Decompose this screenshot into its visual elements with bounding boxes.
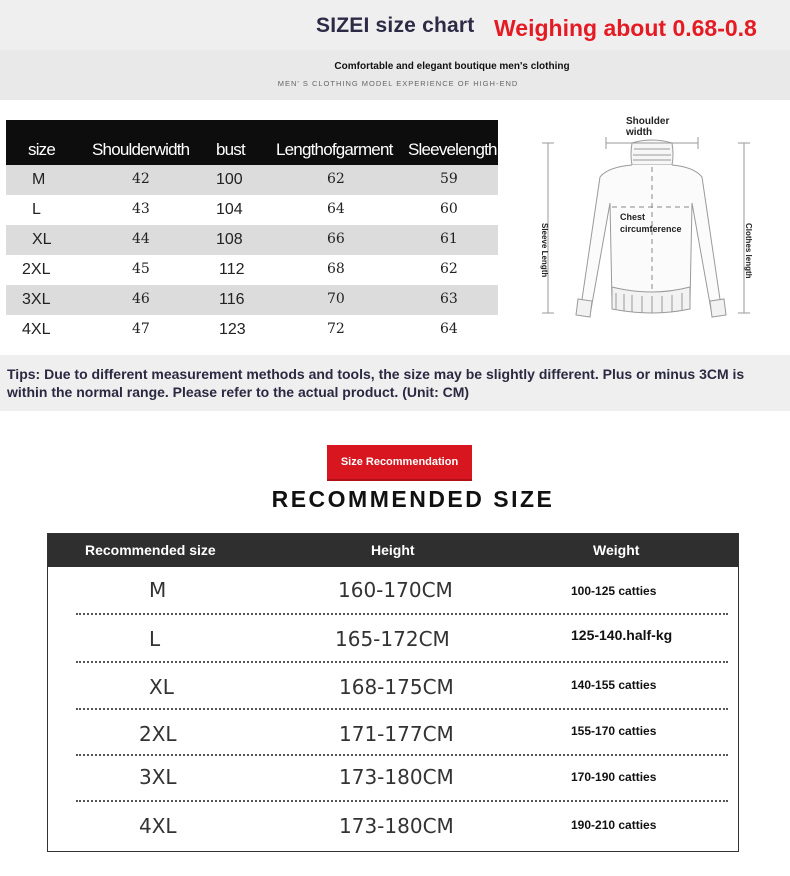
shoulder-label-2: width <box>626 127 653 138</box>
weight-note: Weighing about 0.68-0.8 <box>494 15 757 41</box>
chart-title: SIZEI size chart <box>316 14 475 37</box>
rec-size: M <box>149 578 167 602</box>
size-chart-table <box>6 120 498 345</box>
sleeve-length-label: Sleeve Length <box>540 223 549 278</box>
col-shoulder: Shoulderwidth <box>92 140 190 159</box>
col-bust: bust <box>216 140 245 159</box>
cell-sleeve: 61 <box>440 231 458 247</box>
rec-weight: 140-155 catties <box>571 678 657 692</box>
garment-diagram <box>512 103 782 353</box>
cell-size: M <box>32 171 46 188</box>
cell-bust: 100 <box>216 171 243 188</box>
rec-height: 168-175CM <box>339 675 454 699</box>
rec-size: XL <box>149 675 174 699</box>
rec-size: L <box>149 627 161 651</box>
rec-size: 4XL <box>139 814 177 838</box>
table-row <box>6 195 498 225</box>
table-row <box>6 315 498 345</box>
row-divider <box>76 661 728 663</box>
cell-bust: 116 <box>219 291 245 308</box>
cell-length: 70 <box>327 291 345 307</box>
chest-label-2: circumference <box>620 224 682 234</box>
cell-length: 66 <box>327 231 345 247</box>
cell-shoulder: 43 <box>132 201 150 217</box>
cell-size: 4XL <box>22 321 51 338</box>
table-row <box>6 255 498 285</box>
rec-weight: 190-210 catties <box>571 818 657 832</box>
rec-height: 160-170CM <box>338 578 453 602</box>
rec-height: 173-180CM <box>339 765 454 789</box>
cell-length: 72 <box>327 321 345 337</box>
cell-length: 64 <box>327 201 345 217</box>
cell-sleeve: 59 <box>440 171 458 187</box>
cell-shoulder: 44 <box>132 231 150 247</box>
subtitle-band <box>0 50 790 100</box>
col-size: size <box>28 140 56 159</box>
shoulder-label: Shoulder <box>626 116 670 127</box>
rec-height: 173-180CM <box>339 814 454 838</box>
tips-band <box>0 355 790 411</box>
rec-size: 3XL <box>139 765 177 789</box>
cell-sleeve: 62 <box>440 261 458 277</box>
cell-bust: 112 <box>219 261 245 278</box>
cell-size: XL <box>32 231 52 248</box>
row-divider <box>76 800 728 802</box>
cell-length: 62 <box>327 171 345 187</box>
recommendation-header <box>48 534 738 567</box>
row-divider <box>76 754 728 756</box>
rec-height: 171-177CM <box>339 722 454 746</box>
cell-size: 3XL <box>22 291 51 308</box>
col-weight: Weight <box>593 542 640 558</box>
cell-size: 2XL <box>22 261 51 278</box>
row-divider <box>76 613 728 615</box>
cell-shoulder: 46 <box>132 291 150 307</box>
tagline: MEN' S CLOTHING MODEL EXPERIENCE OF HIGH-END <box>277 79 519 88</box>
chest-label: Chest <box>620 212 646 222</box>
size-recommendation-badge: Size Recommendation <box>327 445 472 479</box>
table-row <box>48 806 738 853</box>
col-sleeve: Sleevelength <box>408 140 497 159</box>
table-row <box>48 713 738 760</box>
rec-weight: 155-170 catties <box>571 724 657 738</box>
table-row <box>6 165 498 195</box>
cell-sleeve: 63 <box>440 291 458 307</box>
cell-length: 68 <box>327 261 345 277</box>
col-length: Lengthofgarment <box>276 140 393 159</box>
rec-weight: 125-140.half-kg <box>571 627 673 643</box>
cell-shoulder: 45 <box>132 261 150 277</box>
table-row <box>48 666 738 713</box>
col-recommended-size: Recommended size <box>85 542 216 558</box>
cell-shoulder: 47 <box>132 321 150 337</box>
cell-bust: 123 <box>219 321 246 338</box>
rec-size: 2XL <box>139 722 177 746</box>
cell-size: L <box>32 201 41 218</box>
tips-text: Tips: Due to different measurement methods and tools, the size may be slightly different. Plus or minus 3CM is within the normal range. Please refer to the actual product. (Unit: CM) <box>7 366 745 400</box>
rec-weight: 100-125 catties <box>571 584 657 598</box>
clothes-length-label: Clothes length <box>744 223 753 279</box>
subtitle: Comfortable and elegant boutique men's clothing <box>334 61 570 72</box>
cell-bust: 108 <box>216 231 243 248</box>
table-row <box>6 285 498 315</box>
table-row <box>48 759 738 806</box>
size-chart-header <box>6 120 498 165</box>
table-row <box>48 569 738 616</box>
sweater-illustration <box>512 103 782 353</box>
col-height: Height <box>371 542 415 558</box>
row-divider <box>76 708 728 710</box>
rec-weight: 170-190 catties <box>571 770 657 784</box>
recommendation-table <box>47 533 739 852</box>
recommended-size-title: RECOMMENDED SIZE <box>271 486 555 512</box>
header-band <box>0 0 790 51</box>
table-row <box>6 225 498 255</box>
cell-shoulder: 42 <box>132 171 150 187</box>
cell-bust: 104 <box>216 201 243 218</box>
table-row <box>48 618 738 665</box>
cell-sleeve: 64 <box>440 321 458 337</box>
rec-height: 165-172CM <box>335 627 450 651</box>
cell-sleeve: 60 <box>440 201 458 217</box>
